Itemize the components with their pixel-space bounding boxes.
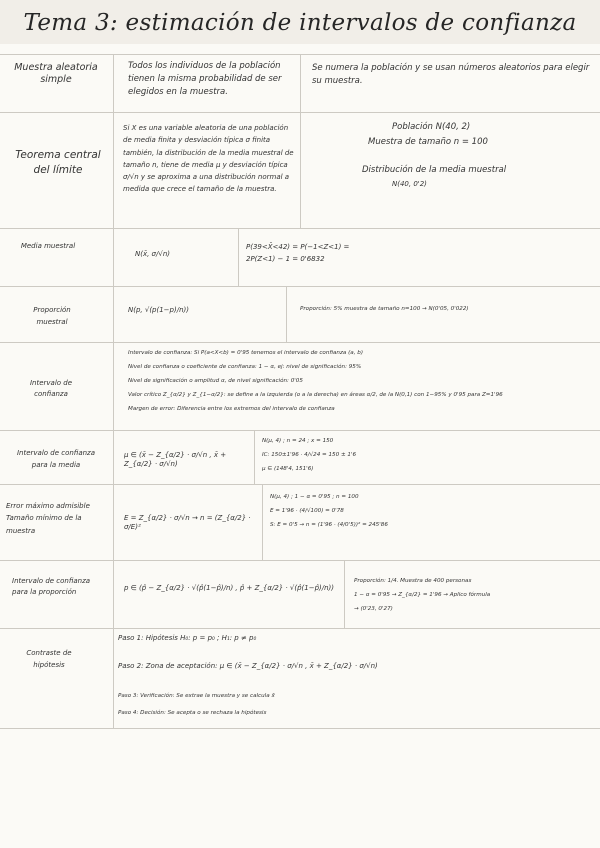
row-divider — [0, 228, 600, 229]
mean-example-line1: P(39<X̄<42) = P(−1<Z<1) = — [246, 243, 350, 251]
row-label: Error máximo admisible Tamaño mínimo de la muestra — [6, 502, 90, 535]
error-calc: E = 1'96 · (4/√100) = 0'78 — [270, 508, 344, 514]
error-data: N(μ, 4) ; 1 − α = 0'95 ; n = 100 — [270, 494, 359, 500]
example-sample: Muestra de tamaño n = 100 — [368, 137, 488, 147]
column-divider — [254, 430, 255, 484]
confidence-level: Nivel de confianza o coeficiente de confianza: 1 − α, ej: nivel de significación: 95% — [128, 364, 362, 370]
hypothesis-step-2: Paso 2: Zona de aceptación: μ ∈ (x̄ − Z_{α/2} · σ/√n , x̄ + Z_{α/2} · σ/√n) — [118, 662, 378, 670]
row-label: Teorema central del límite — [15, 149, 101, 177]
margin-of-error: Margen de error: Diferencia entre los extremos del intervalo de confianza — [128, 406, 335, 412]
row-divider — [0, 484, 600, 485]
row-label: Muestra aleatoria simple — [14, 62, 98, 85]
example-population: Población N(40, 2) — [392, 122, 471, 132]
hypothesis-step-4: Paso 4: Decisión: Se acepta o se rechaza la hipótesis — [118, 710, 267, 716]
hypothesis-step-1: Paso 1: Hipótesis H₀: p = p₀ ; H₁: p ≠ p₀ — [118, 634, 257, 642]
significance-level: Nivel de significación o amplitud α, de nivel significación: 0'05 — [128, 378, 303, 384]
proportion-distribution: N(p, √(p(1−p)/n)) — [128, 306, 189, 314]
example-distribution: Distribución de la media muestral — [362, 165, 507, 175]
interval-definition: Intervalo de confianza: Si P(a<X<b) = 0'95 tenemos el intervalo de confianza (a, b) — [128, 350, 364, 356]
row-label: Media muestral — [20, 242, 76, 250]
row-label: Intervalo de confianza — [29, 379, 73, 398]
example-result: N(40, 0'2) — [392, 180, 427, 188]
column-divider — [286, 286, 287, 342]
hypothesis-step-3: Paso 3: Verificación: Se extrae la muestra y se calcula x̄ — [118, 693, 275, 699]
proportion-interval-formula: p ∈ (p̂ − Z_{α/2} · √(p̂(1−p̂)/n) , p̂ + Z_{α/2} · √(p̂(1−p̂)/n)) — [124, 584, 335, 592]
critical-value: Valor crítico Z_{α/2} y Z_{1−α/2}: se define a la izquierda (o a la derecha) en áreas α/2, de la N(0,1) con 1−95% y 0'95 para Z=1'96 — [128, 392, 503, 398]
sample-size-calc: S: E = 0'5 → n = (1'96 · (4/0'5))² = 245'86 — [270, 522, 388, 528]
column-divider — [300, 54, 301, 228]
proportion-example: Proporción: 5% muestra de tamaño n=100 → N(0'05, 0'022) — [300, 306, 469, 312]
row-divider — [0, 560, 600, 561]
mean-interval-result: μ ∈ (148'4, 151'6) — [262, 466, 314, 472]
method-text: Se numera la población y se usan números aleatorios para elegir su muestra. — [312, 63, 590, 87]
column-divider — [262, 484, 263, 560]
proportion-example-data: Proporción: 1/4. Muestra de 400 personas — [354, 578, 472, 584]
theorem-text: Si X es una variable aleatoria de una población de media finita y desviación típica σ finita también, la distribución de la media muestral de tamaño n, tiene de media μ y desviación típica σ/√n y se aproxima a una distribución normal a medida que crece el tamaño de la muestra. — [123, 124, 294, 194]
row-label: Contraste de hipótesis — [26, 649, 72, 669]
row-divider — [0, 628, 600, 629]
row-label: Intervalo de confianza para la proporción — [12, 577, 91, 597]
page-title: Tema 3: estimación de intervalos de confianza — [23, 10, 577, 36]
mean-distribution: N(x̄, σ/√n) — [135, 250, 170, 258]
row-divider — [0, 342, 600, 343]
mean-interval-calc: IC: 150±1'96 · 4/√24 = 150 ± 1'6 — [262, 452, 357, 458]
row-divider — [0, 728, 600, 729]
definition-text: Todos los individuos de la población tienen la misma probabilidad de ser elegidos en la muestra. — [128, 61, 282, 98]
row-label: Proporción muestral — [33, 306, 71, 326]
row-label: Intervalo de confianza para la media — [16, 449, 96, 469]
row-divider — [0, 286, 600, 287]
column-divider — [113, 54, 114, 728]
mean-interval-data: N(μ, 4) ; n = 24 ; x = 150 — [262, 438, 334, 444]
proportion-example-calc: 1 − α = 0'95 → Z_{α/2} = 1'96 → Aplico fórmula — [354, 592, 491, 598]
column-divider — [344, 560, 345, 628]
error-formula: E = Z_{α/2} · σ/√n → n = (Z_{α/2} · σ/E)² — [124, 514, 251, 531]
mean-example-line2: 2P(Z<1) − 1 = 0'6832 — [246, 255, 325, 263]
mean-interval-formula: μ ∈ (x̄ − Z_{α/2} · σ/√n , x̄ + Z_{α/2} · σ/√n) — [124, 451, 227, 468]
row-divider — [0, 430, 600, 431]
proportion-example-result: → (0'23, 0'27) — [354, 606, 393, 612]
column-divider — [238, 228, 239, 286]
